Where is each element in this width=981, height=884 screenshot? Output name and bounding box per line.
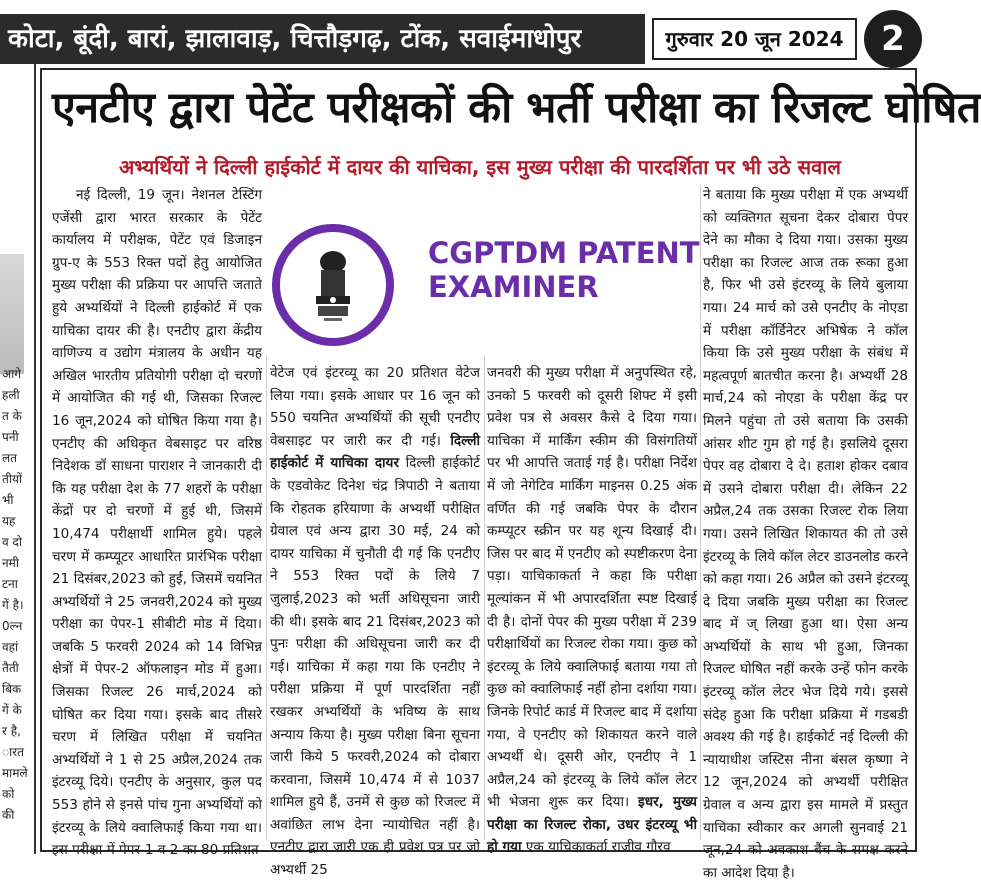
column-2-subheading: दिल्ली हाईकोर्ट में याचिका दायर	[270, 432, 480, 472]
column-3-text-a: जनवरी की मुख्य परीक्षा में अनुपस्थित रहे, उनको 5 फरवरी को दूसरी शिफ्ट में इसी प्रवेश पत्र से अवसर कैसे दे दिया गया। याचिका में मार्किंग स्कीम की विसंगतियों पर भी आपत्ति जताई गई है। परीक्षा निर्देश में जो नेगेटिव मार्किंग माइनस 0.25 अंक वर्णित की गई जबकि पेपर के दौरान कम्प्यूटर स्क्रीन पर यह शून्य दिखाई दी। जिस पर बाद में एनटीए को स्पष्टीकरण देना पड़ा। याचिकाकर्ता ने कहा कि परीक्षा मूल्यांकन में भी अपारदर्शिता स्पष्ट दिखाई दी है। दोनों पेपर की मुख्य परीक्षा में 239 परीक्षार्थियों का रिजल्ट रोका गया। कुछ को इंटरव्यू के लिये क्वालिफाई बताया गया तो कुछ को क्वालिफाई नहीं होना दर्शाया गया। जिनके रिपोर्ट कार्ड में रिजल्ट बाद में दर्शाया गया, वे एनटीए को शिकायत करने वाले अभ्यर्थी थे। दूसरी ओर, एनटीए ने 1 अप्रैल,24 को इंटरव्यू के लिये कॉल लेटर भी भेजना शुरू कर दिया।	[487, 365, 697, 811]
column-3-subheading: इधर, मुख्य परीक्षा का रिजल्ट रोका, उधर इंटरव्यू भी हो गया	[487, 794, 697, 856]
column-2-text-b: दिल्ली हाईकोर्ट के एडवोकेट दिनेश चंद्र त्रिपाठी ने बताया कि रोहतक हरियाणा के अभ्यर्थी परीक्षित ग्रेवाल एवं अन्य द्वारा 30 मई, 24 को दायर याचिका में चुनौती दी गई कि एनटीए ने 553 रिक्त पदों के लिये 7 जुलाई,2023 को भर्ती अधिसूचना जारी की थी। इसके बाद 21 दिसंबर,2023 को पुनः परीक्षा की अधिसूचना जारी कर दी गई। याचिका में कहा गया कि एनटीए ने परीक्षा प्रक्रिया में पूर्ण पारदर्शिता नहीं रखकर अभ्यर्थियों के भविष्य के साथ अन्याय किया है। मुख्य परीक्षा बिना सूचना जारी किये 5 फरवरी,2024 को दोबारा करवाना, जिसमें 10,474 में से 1037 शामिल हुये हैं, उनमें से कुछ को रिजल्ट में अवांछित लाभ देना न्यायोचित नहीं है। एनटीए द्वारा जारी एक ही प्रवेश पत्र पर जो अभ्यर्थी 25	[270, 455, 480, 879]
emblem-ring	[272, 224, 394, 346]
graphic-title-line-2: EXAMINER	[428, 270, 599, 304]
national-emblem-icon	[310, 248, 356, 322]
emblem-disc	[280, 232, 386, 338]
article-headline: एनटीए द्वारा पेटेंट परीक्षकों की भर्ती परीक्षा का रिजल्ट घोषित	[52, 83, 981, 133]
adjacent-text-line: गें के	[2, 703, 22, 717]
column-4-text: ने बताया कि मुख्य परीक्षा में एक अभ्यर्थी को व्यक्तिगत सूचना देकर दोबारा पेपर देने का मौका दे दिया गया। उसका मुख्य परीक्षा का रिजल्ट आज तक रूका हुआ है, फिर भी उसे इंटरव्यू के लिये बुलाया गया। 24 मार्च को उसे एनटीए के नोएडा में परीक्षा कॉर्डिनेटर अभिषेक ने कॉल किया कि उसे मुख्य परीक्षा के संबंध में महत्वपूर्ण बातचीत करना है। अभ्यर्थी 28 मार्च,24 को नोएडा के परीक्षा केंद्र पर मिलने पहुंचा तो उसे बताया कि उसकी आंसर शीट गुम हो गई है। इसलिये दूसरा पेपर वह दोबारा दे दे। हताश होकर दबाव में उसने दोबारा परीक्षा दी। लेकिन 22 अप्रैल,24 तक उसका रिजल्ट रोक लिया गया। उसने लिखित शिकायत की तो उसे इंटरव्यू के लिये कॉल लेटर डाउनलोड करने को कहा गया। 26 अप्रैल को उसने इंटरव्यू दे दिया जबकि मुख्य परीक्षा का रिजल्ट बाद में ज् लिखा हुआ था। ऐसा अन्य अभ्यर्थियों के साथ भी हुआ, जिनका रिजल्ट घोषित नहीं करके उन्हें फोन करके इंटरव्यू कॉल लेटर भेज दिये गये। इससे संदेह हुआ कि परीक्षा प्रक्रिया में गडबडी अवश्य की गई है। हाईकोर्ट नई दिल्ली की न्यायाधीश जस्टिस नीना बंसल कृष्णा ने 12 जून,2024 को अभ्यर्थी परीक्षित ग्रेवाल व अन्य द्वारा इस मामले में प्रस्तुत याचिका स्वीकार कर अगली सुनवाई 21 जून,24 को अवकाश बैंच के समक्ष करने का आदेश दिया है।	[703, 187, 908, 881]
column-divider	[266, 356, 267, 840]
adjacent-text-line: व दो	[2, 535, 22, 549]
article-column-3	[487, 362, 697, 859]
column-3-text-b: एक याचिकाकर्ता राजीव गौरव	[521, 839, 671, 856]
column-2-text-a: वेटेज एवं इंटरव्यू का 20 प्रतिशत वेटेज लिया गया। इसके आधार पर 16 जून को 550 चयनित अभ्यर्थियों की सूची एनटीए वेबसाइट पर जारी कर दी गई।	[270, 365, 480, 449]
column-divider	[484, 356, 485, 840]
adjacent-text-line: तैती	[2, 661, 19, 675]
adjacent-text-line: भी	[2, 493, 14, 507]
article-column-4	[703, 184, 908, 884]
adjacent-text-line: पनी	[2, 430, 19, 444]
masthead-bar	[0, 0, 940, 64]
adjacent-text-line: गें है।	[2, 598, 24, 612]
adjacent-text-line: र है,	[2, 724, 21, 738]
column-divider	[700, 184, 701, 840]
issue-date: गुरुवार 20 जून 2024	[652, 18, 857, 60]
adjacent-text-line: यह	[2, 514, 16, 528]
adjacent-text-line: लत	[2, 451, 17, 465]
adjacent-text-line: 0ल्न	[2, 619, 23, 633]
adjacent-text-line: त के	[2, 409, 22, 423]
adjacent-photo	[0, 254, 24, 374]
adjacent-text-line: को	[2, 787, 15, 801]
article-column-1	[52, 184, 262, 862]
adjacent-text-line: बिक	[2, 682, 22, 696]
page-number-badge: 2	[864, 10, 922, 68]
adjacent-text-line: वहां	[2, 640, 19, 654]
column-rule	[34, 64, 36, 854]
adjacent-text-line: हली	[2, 388, 20, 402]
adjacent-article-fragment	[0, 64, 36, 854]
adjacent-text-line: मामले	[2, 766, 28, 780]
adjacent-text-line: तीयों	[2, 472, 23, 486]
article-graphic	[268, 196, 700, 356]
graphic-title-line-1: CGPTDM PATENT	[428, 236, 700, 270]
graphic-title	[428, 236, 700, 304]
adjacent-text-line: टना	[2, 577, 18, 591]
article-subheadline: अभ्यर्थियों ने दिल्ली हाईकोर्ट में दायर की याचिका, इस मुख्य परीक्षा की पारदर्शिता पर भी उठे सवाल	[119, 155, 841, 179]
adjacent-text-line: आगे	[2, 367, 22, 381]
column-2-paragraph	[270, 362, 480, 882]
adjacent-text-line: नमी	[2, 556, 19, 570]
edition-places: कोटा, बूंदी, बारां, झालावाड़, चित्तौड़गढ़, टोंक, सवाईमाधोपुर	[0, 14, 645, 64]
column-3-paragraph	[487, 362, 697, 859]
adjacent-text-line: की	[2, 808, 15, 822]
article-column-2	[270, 362, 480, 882]
column-1-text: नई दिल्ली, 19 जून। नेशनल टेस्टिंग एजेंसी द्वारा भारत सरकार के पेटेंट कार्यालय में परीक्षक, पेटेंट एवं डिजाइन ग्रुप-ए के 553 रिक्त पदों हेतु आयोजित मुख्य परीक्षा की प्रक्रिया पर आपत्ति जताते हुये अभ्यर्थियों ने दिल्ली हाईकोर्ट में एक याचिका दायर की है। एनटीए द्वारा केंद्रीय वाणिज्य व उद्योग मंत्रालय के अधीन यह अखिल भारतीय प्रतियोगी परीक्षा दो चरणों में आयोजित की गई थी, जिसका रिजल्ट 16 जून,2024 को घोषित किया गया है। एनटीए की अधिकृत वेबसाइट पर वरिष्ठ निदेशक डॉ साधना पाराशर ने जानकारी दी कि यह परीक्षा देश के 77 शहरों के परीक्षा केंद्रों पर दो चरणों में हुई थी, जिसमें 10,474 परीक्षार्थी शामिल हुये। पहले चरण में कम्प्यूटर आधारित प्रारंभिक परीक्षा 21 दिसंबर,2023 को हुई, जिसमें चयनित अभ्यर्थियों ने 25 जनवरी,2024 को मुख्य परीक्षा का पेपर-1 सीबीटी मोड में दिया। जबकि 5 फरवरी 2024 को 14 विभिन्न क्षेत्रों में पेपर-2 ऑफलाइन मोड में हुआ। जिसका रिजल्ट 26 मार्च,2024 को घोषित कर दिया गया। इसके बाद तीसरे चरण में लिखित परीक्षा में चयनित अभ्यर्थियों ने 1 से 25 अप्रैल,2024 तक इंटरव्यू दिये। एनटीए के अनुसार, कुल पद 553 होने से इनसे पांच गुना अभ्यर्थियों को इंटरव्यू के लिये क्वालिफाई किया गया था। इस परीक्षा में पेपर-1 व 2 का 80 प्रतिशत	[52, 187, 262, 859]
adjacent-text-line: ारत	[2, 745, 24, 759]
